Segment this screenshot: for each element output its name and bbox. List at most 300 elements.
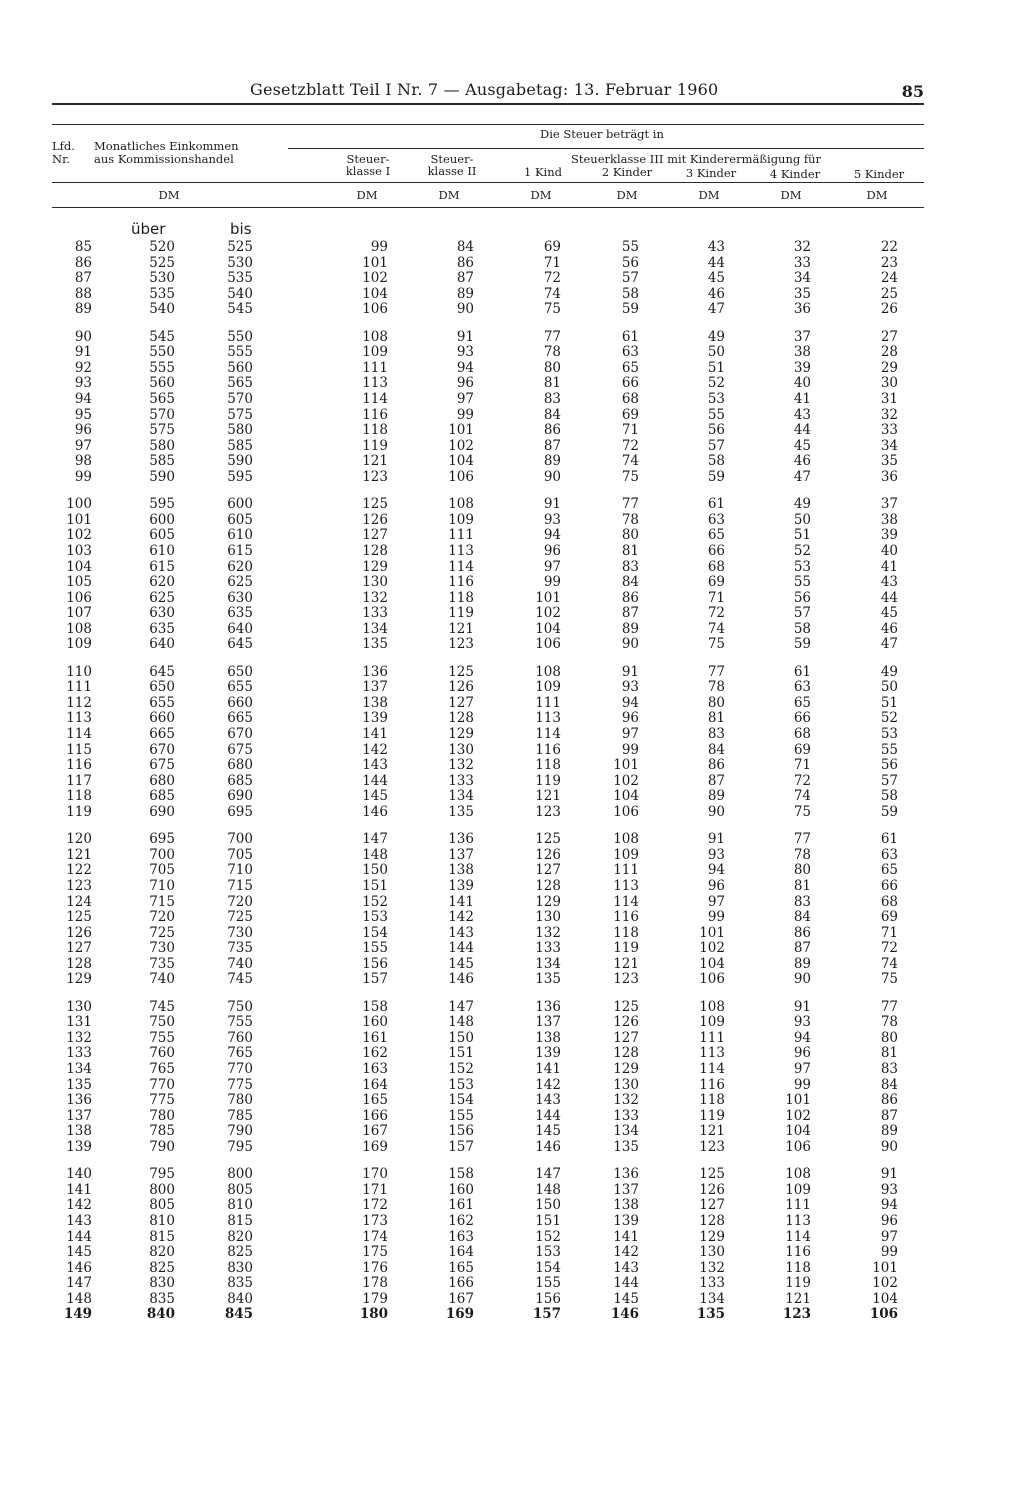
table-row — [52, 513, 924, 529]
cell-einkommen-bis: 585 — [227, 437, 253, 454]
cell-einkommen-bis: 625 — [227, 574, 253, 590]
cell-kinder-3: 72 — [707, 605, 725, 622]
cell-lfd-nr: 146 — [66, 1259, 92, 1276]
cell-steuerklasse-1: 130 — [362, 574, 388, 590]
cell-kinder-4: 40 — [793, 375, 811, 392]
cell-kinder-2: 56 — [621, 254, 639, 271]
cell-einkommen-ueber: 545 — [149, 328, 175, 345]
cell-kinder-2: 128 — [613, 1045, 639, 1062]
cell-steuerklasse-2: 152 — [448, 1061, 474, 1077]
cell-einkommen-ueber: 575 — [149, 422, 175, 439]
cell-einkommen-bis: 720 — [227, 893, 253, 910]
cell-einkommen-ueber: 525 — [149, 254, 175, 271]
cell-einkommen-ueber: 730 — [149, 940, 175, 957]
cell-einkommen-bis: 580 — [227, 422, 253, 439]
cell-kinder-3: 78 — [707, 679, 725, 696]
cell-steuerklasse-2: 125 — [448, 663, 474, 680]
cell-einkommen-bis: 675 — [227, 741, 253, 758]
cell-kinder-2: 55 — [621, 239, 639, 255]
cell-steuerklasse-1: 135 — [362, 636, 388, 653]
cell-kinder-4: 39 — [793, 359, 811, 376]
cell-kinder-2: 146 — [610, 1306, 639, 1323]
cell-kinder-4: 80 — [793, 862, 811, 879]
cell-kinder-5: 27 — [880, 328, 898, 345]
lfd-nr-label — [52, 140, 75, 166]
cell-steuerklasse-2: 169 — [445, 1306, 474, 1323]
table-row — [52, 1183, 924, 1199]
cell-kinder-2: 130 — [613, 1076, 639, 1093]
cell-lfd-nr: 111 — [66, 679, 92, 696]
cell-kinder-2: 104 — [613, 788, 639, 805]
cell-steuerklasse-1: 152 — [362, 893, 388, 910]
cell-kinder-2: 132 — [613, 1092, 639, 1109]
cell-einkommen-ueber: 610 — [149, 542, 175, 559]
cell-steuerklasse-1: 142 — [362, 741, 388, 758]
cell-kinder-4: 119 — [785, 1275, 811, 1292]
cell-einkommen-bis: 540 — [227, 285, 253, 302]
cell-kinder-4: 113 — [785, 1212, 811, 1229]
lfd-label-line2: Nr. — [52, 152, 70, 166]
cell-kinder-2: 116 — [613, 909, 639, 925]
table-row — [52, 528, 924, 544]
cell-lfd-nr: 145 — [66, 1244, 92, 1260]
cell-einkommen-ueber: 680 — [149, 772, 175, 789]
cell-kinder-5: 87 — [880, 1107, 898, 1124]
table-row — [52, 1109, 924, 1125]
cell-kinder-4: 96 — [793, 1045, 811, 1062]
cell-kinder-2: 75 — [621, 468, 639, 485]
cell-lfd-nr: 96 — [74, 422, 92, 439]
cell-lfd-nr: 136 — [66, 1092, 92, 1109]
cell-kinder-3: 50 — [707, 344, 725, 361]
cell-steuerklasse-1: 119 — [362, 437, 388, 454]
cell-einkommen-ueber: 650 — [149, 679, 175, 696]
cell-lfd-nr: 103 — [66, 542, 92, 559]
cell-einkommen-bis: 660 — [227, 694, 253, 711]
cell-kind-1: 157 — [532, 1306, 561, 1323]
cell-kinder-3: 51 — [707, 359, 725, 376]
cell-kinder-2: 96 — [621, 710, 639, 727]
cell-steuerklasse-1: 127 — [362, 527, 388, 544]
table-row — [52, 345, 924, 361]
cell-kinder-3: 58 — [707, 453, 725, 470]
cell-einkommen-bis: 700 — [227, 831, 253, 848]
cell-kinder-2: 91 — [621, 663, 639, 680]
cell-steuerklasse-1: 121 — [362, 453, 388, 470]
cell-steuerklasse-2: 161 — [448, 1197, 474, 1214]
table-row — [52, 1031, 924, 1047]
cell-steuerklasse-1: 172 — [362, 1197, 388, 1214]
cell-einkommen-bis: 610 — [227, 527, 253, 544]
cell-kind-1: 123 — [535, 803, 561, 820]
table-row — [52, 302, 924, 318]
cell-einkommen-bis: 530 — [227, 254, 253, 271]
cell-lfd-nr: 97 — [74, 437, 92, 454]
cell-kinder-3: 102 — [699, 940, 725, 957]
cell-einkommen-ueber: 665 — [149, 726, 175, 742]
table-row — [52, 423, 924, 439]
cell-lfd-nr: 94 — [74, 391, 92, 407]
cell-kinder-4: 114 — [785, 1228, 811, 1245]
cell-kinder-3: 84 — [707, 741, 725, 758]
cell-kinder-3: 89 — [707, 788, 725, 805]
cell-steuerklasse-2: 141 — [448, 893, 474, 910]
cell-kinder-4: 45 — [793, 437, 811, 454]
cell-kind-1: 138 — [535, 1029, 561, 1046]
cell-einkommen-bis: 775 — [227, 1076, 253, 1093]
unit-bottom-rule — [52, 207, 924, 208]
cell-kinder-5: 81 — [880, 1045, 898, 1062]
cell-einkommen-bis: 595 — [227, 468, 253, 485]
cell-lfd-nr: 127 — [66, 940, 92, 957]
table-row — [52, 972, 924, 988]
cell-einkommen-ueber: 670 — [149, 741, 175, 758]
cell-einkommen-ueber: 645 — [149, 663, 175, 680]
cell-steuerklasse-2: 111 — [448, 527, 474, 544]
cell-steuerklasse-2: 90 — [456, 301, 474, 318]
cell-kinder-4: 104 — [785, 1123, 811, 1140]
cell-lfd-nr: 139 — [66, 1138, 92, 1155]
cell-kinder-5: 32 — [880, 406, 898, 423]
cell-einkommen-ueber: 745 — [149, 998, 175, 1015]
table-row — [52, 575, 924, 591]
cell-kinder-4: 72 — [793, 772, 811, 789]
cell-einkommen-ueber: 800 — [149, 1181, 175, 1198]
cell-lfd-nr: 110 — [66, 663, 92, 680]
cell-einkommen-bis: 740 — [227, 955, 253, 972]
cell-kind-1: 145 — [535, 1123, 561, 1140]
cell-kinder-5: 86 — [880, 1092, 898, 1109]
cell-lfd-nr: 143 — [66, 1212, 92, 1229]
cell-lfd-nr: 113 — [66, 710, 92, 727]
cell-kinder-2: 145 — [613, 1290, 639, 1307]
cell-lfd-nr: 88 — [74, 285, 92, 302]
cell-kinder-5: 23 — [880, 254, 898, 271]
unit-kind4: DM — [780, 188, 802, 202]
cell-einkommen-ueber: 620 — [149, 574, 175, 590]
cell-kinder-5: 37 — [880, 496, 898, 513]
cell-kinder-3: 45 — [707, 270, 725, 287]
cell-einkommen-bis: 555 — [227, 344, 253, 361]
cell-steuerklasse-2: 157 — [448, 1138, 474, 1155]
cell-kinder-5: 69 — [880, 909, 898, 925]
income-label-line1: Monatliches Einkommen — [94, 139, 239, 153]
cell-kind-1: 75 — [543, 301, 561, 318]
cell-einkommen-bis: 805 — [227, 1181, 253, 1198]
cell-kinder-4: 90 — [793, 971, 811, 988]
cell-kinder-4: 97 — [793, 1061, 811, 1077]
cell-kind-1: 144 — [535, 1107, 561, 1124]
cell-kind-1: 154 — [535, 1259, 561, 1276]
cell-steuerklasse-1: 128 — [362, 542, 388, 559]
cell-einkommen-ueber: 750 — [149, 1014, 175, 1031]
table-row — [52, 1198, 924, 1214]
cell-kinder-4: 84 — [793, 909, 811, 925]
cell-lfd-nr: 141 — [66, 1181, 92, 1198]
cell-kinder-4: 101 — [785, 1092, 811, 1109]
cell-einkommen-ueber: 705 — [149, 862, 175, 879]
table-row — [52, 863, 924, 879]
cell-steuerklasse-1: 99 — [370, 239, 388, 255]
table-row — [52, 1015, 924, 1031]
cell-kind-1: 74 — [543, 285, 561, 302]
cell-lfd-nr: 130 — [66, 998, 92, 1015]
cell-steuerklasse-2: 123 — [448, 636, 474, 653]
table-row — [52, 544, 924, 560]
table-top-rule — [52, 124, 924, 125]
cell-kind-1: 142 — [535, 1076, 561, 1093]
cell-kind-1: 118 — [535, 757, 561, 773]
table-row — [52, 1230, 924, 1246]
cell-kind-1: 113 — [535, 710, 561, 727]
cell-kind-1: 130 — [535, 909, 561, 925]
cell-kinder-2: 135 — [613, 1138, 639, 1155]
cell-steuerklasse-1: 137 — [362, 679, 388, 696]
steuer1-line1: Steuer- — [346, 152, 390, 166]
cell-kinder-3: 57 — [707, 437, 725, 454]
cell-einkommen-ueber: 790 — [149, 1138, 175, 1155]
cell-kinder-2: 94 — [621, 694, 639, 711]
cell-steuerklasse-1: 143 — [362, 757, 388, 773]
cell-steuerklasse-1: 171 — [362, 1181, 388, 1198]
cell-lfd-nr: 133 — [66, 1045, 92, 1062]
cell-lfd-nr: 121 — [66, 846, 92, 863]
cell-kinder-3: 121 — [699, 1123, 725, 1140]
cell-steuerklasse-1: 139 — [362, 710, 388, 727]
cell-steuerklasse-2: 101 — [448, 422, 474, 439]
cell-einkommen-bis: 730 — [227, 924, 253, 941]
cell-kinder-3: 71 — [707, 589, 725, 606]
cell-kind-1: 99 — [543, 574, 561, 590]
cell-einkommen-bis: 785 — [227, 1107, 253, 1124]
cell-einkommen-bis: 630 — [227, 589, 253, 606]
cell-kinder-4: 38 — [793, 344, 811, 361]
cell-steuerklasse-2: 129 — [448, 726, 474, 742]
cell-kinder-2: 59 — [621, 301, 639, 318]
cell-steuerklasse-1: 146 — [362, 803, 388, 820]
header-rule — [52, 103, 924, 105]
cell-kinder-4: 87 — [793, 940, 811, 957]
cell-einkommen-bis: 780 — [227, 1092, 253, 1109]
table-row — [52, 1000, 924, 1016]
cell-einkommen-bis: 550 — [227, 328, 253, 345]
cell-lfd-nr: 92 — [74, 359, 92, 376]
cell-steuerklasse-1: 144 — [362, 772, 388, 789]
cell-kinder-5: 93 — [880, 1181, 898, 1198]
cell-kinder-4: 33 — [793, 254, 811, 271]
cell-kinder-2: 66 — [621, 375, 639, 392]
cell-lfd-nr: 117 — [66, 772, 92, 789]
cell-steuerklasse-1: 163 — [362, 1061, 388, 1077]
cell-lfd-nr: 123 — [66, 877, 92, 894]
cell-lfd-nr: 126 — [66, 924, 92, 941]
cell-kinder-2: 143 — [613, 1259, 639, 1276]
cell-kind-1: 90 — [543, 468, 561, 485]
cell-einkommen-ueber: 820 — [149, 1244, 175, 1260]
cell-steuerklasse-1: 108 — [362, 328, 388, 345]
cell-kinder-3: 127 — [699, 1197, 725, 1214]
cell-kinder-2: 119 — [613, 940, 639, 957]
cell-kinder-2: 72 — [621, 437, 639, 454]
cell-kinder-4: 41 — [793, 391, 811, 407]
cell-steuerklasse-1: 102 — [362, 270, 388, 287]
cell-kinder-5: 56 — [880, 757, 898, 773]
table-row — [52, 789, 924, 805]
cell-einkommen-bis: 755 — [227, 1014, 253, 1031]
cell-lfd-nr: 85 — [74, 239, 92, 255]
cell-steuerklasse-1: 166 — [362, 1107, 388, 1124]
cell-kinder-4: 35 — [793, 285, 811, 302]
cell-steuerklasse-1: 155 — [362, 940, 388, 957]
cell-kinder-5: 104 — [872, 1290, 898, 1307]
cell-einkommen-bis: 845 — [224, 1306, 253, 1323]
cell-kinder-2: 78 — [621, 511, 639, 528]
cell-kinder-3: 91 — [707, 831, 725, 848]
cell-einkommen-ueber: 660 — [149, 710, 175, 727]
cell-kinder-3: 69 — [707, 574, 725, 590]
cell-steuerklasse-1: 114 — [362, 391, 388, 407]
cell-einkommen-bis: 810 — [227, 1197, 253, 1214]
cell-steuerklasse-1: 158 — [362, 998, 388, 1015]
cell-steuerklasse-2: 104 — [448, 453, 474, 470]
table-row — [52, 665, 924, 681]
cell-einkommen-bis: 645 — [227, 636, 253, 653]
cell-kinder-2: 137 — [613, 1181, 639, 1198]
cell-steuerklasse-2: 137 — [448, 846, 474, 863]
cell-kind-1: 106 — [535, 636, 561, 653]
table-row — [52, 1167, 924, 1183]
cell-kind-1: 143 — [535, 1092, 561, 1109]
cell-einkommen-ueber: 835 — [149, 1290, 175, 1307]
cell-kinder-3: 135 — [696, 1306, 725, 1323]
cell-einkommen-ueber: 585 — [149, 453, 175, 470]
table-row — [52, 240, 924, 256]
cell-steuerklasse-1: 148 — [362, 846, 388, 863]
cell-steuerklasse-1: 126 — [362, 511, 388, 528]
cell-steuerklasse-2: 162 — [448, 1212, 474, 1229]
cell-steuerklasse-2: 84 — [456, 239, 474, 255]
cell-kind-1: 104 — [535, 620, 561, 637]
cell-kinder-3: 134 — [699, 1290, 725, 1307]
cell-einkommen-bis: 560 — [227, 359, 253, 376]
cell-kind-1: 87 — [543, 437, 561, 454]
cell-kinder-5: 102 — [872, 1275, 898, 1292]
cell-kind-1: 141 — [535, 1061, 561, 1077]
cell-steuerklasse-1: 133 — [362, 605, 388, 622]
cell-kinder-4: 94 — [793, 1029, 811, 1046]
cell-steuerklasse-1: 129 — [362, 558, 388, 575]
cell-kinder-5: 40 — [880, 542, 898, 559]
cell-kinder-2: 81 — [621, 542, 639, 559]
table-row — [52, 895, 924, 911]
unit-kind5: DM — [866, 188, 888, 202]
cell-kinder-2: 108 — [613, 831, 639, 848]
cell-einkommen-bis: 640 — [227, 620, 253, 637]
cell-steuerklasse-2: 97 — [456, 391, 474, 407]
cell-einkommen-bis: 600 — [227, 496, 253, 513]
table-row — [52, 910, 924, 926]
cell-lfd-nr: 87 — [74, 270, 92, 287]
cell-steuerklasse-1: 165 — [362, 1092, 388, 1109]
cell-einkommen-ueber: 740 — [149, 971, 175, 988]
cell-steuerklasse-2: 155 — [448, 1107, 474, 1124]
cell-kind-1: 139 — [535, 1045, 561, 1062]
cell-kinder-2: 121 — [613, 955, 639, 972]
cell-lfd-nr: 120 — [66, 831, 92, 848]
table-row — [52, 711, 924, 727]
cell-einkommen-bis: 545 — [227, 301, 253, 318]
cell-lfd-nr: 140 — [66, 1166, 92, 1183]
cell-kinder-5: 83 — [880, 1061, 898, 1077]
cell-lfd-nr: 104 — [66, 558, 92, 575]
cell-steuerklasse-2: 130 — [448, 741, 474, 758]
table-row — [52, 1245, 924, 1261]
cell-einkommen-bis: 840 — [227, 1290, 253, 1307]
cell-kinder-5: 84 — [880, 1076, 898, 1093]
cell-steuerklasse-1: 141 — [362, 726, 388, 742]
cell-steuerklasse-1: 116 — [362, 406, 388, 423]
cell-steuerklasse-1: 125 — [362, 496, 388, 513]
table-row — [52, 637, 924, 653]
cell-einkommen-bis: 830 — [227, 1259, 253, 1276]
tax-group-heading: Die Steuer beträgt in — [540, 127, 664, 141]
cell-kinder-3: 101 — [699, 924, 725, 941]
cell-einkommen-ueber: 580 — [149, 437, 175, 454]
cell-lfd-nr: 91 — [74, 344, 92, 361]
cell-kind-1: 77 — [543, 328, 561, 345]
cell-kinder-4: 49 — [793, 496, 811, 513]
cell-kinder-3: 75 — [707, 636, 725, 653]
cell-kinder-5: 50 — [880, 679, 898, 696]
cell-steuerklasse-1: 173 — [362, 1212, 388, 1229]
cell-einkommen-ueber: 700 — [149, 846, 175, 863]
cell-kinder-2: 109 — [613, 846, 639, 863]
cell-kind-1: 129 — [535, 893, 561, 910]
cell-kinder-4: 55 — [793, 574, 811, 590]
cell-steuerklasse-1: 161 — [362, 1029, 388, 1046]
cell-kinder-4: 108 — [785, 1166, 811, 1183]
cell-kind-1: 134 — [535, 955, 561, 972]
cell-steuerklasse-2: 164 — [448, 1244, 474, 1260]
cell-kinder-2: 61 — [621, 328, 639, 345]
cell-steuerklasse-1: 175 — [362, 1244, 388, 1260]
cell-einkommen-ueber: 595 — [149, 496, 175, 513]
unit-steuer2: DM — [438, 188, 460, 202]
cell-einkommen-bis: 765 — [227, 1045, 253, 1062]
cell-kinder-4: 116 — [785, 1244, 811, 1260]
page-number: 85 — [901, 82, 924, 101]
cell-steuerklasse-2: 160 — [448, 1181, 474, 1198]
cell-steuerklasse-2: 156 — [448, 1123, 474, 1140]
unit-income: DM — [158, 188, 180, 202]
cell-steuerklasse-2: 113 — [448, 542, 474, 559]
cell-einkommen-ueber: 775 — [149, 1092, 175, 1109]
cell-kinder-3: 56 — [707, 422, 725, 439]
cell-steuerklasse-2: 143 — [448, 924, 474, 941]
cell-steuerklasse-1: 134 — [362, 620, 388, 637]
cell-steuerklasse-2: 153 — [448, 1076, 474, 1093]
table-row — [52, 774, 924, 790]
cell-kind-1: 91 — [543, 496, 561, 513]
cell-steuerklasse-2: 108 — [448, 496, 474, 513]
cell-kinder-2: 74 — [621, 453, 639, 470]
cell-lfd-nr: 98 — [74, 453, 92, 470]
cell-kinder-3: 108 — [699, 998, 725, 1015]
cell-kind-1: 156 — [535, 1290, 561, 1307]
table-row — [52, 376, 924, 392]
table-row — [52, 439, 924, 455]
cell-kinder-3: 123 — [699, 1138, 725, 1155]
